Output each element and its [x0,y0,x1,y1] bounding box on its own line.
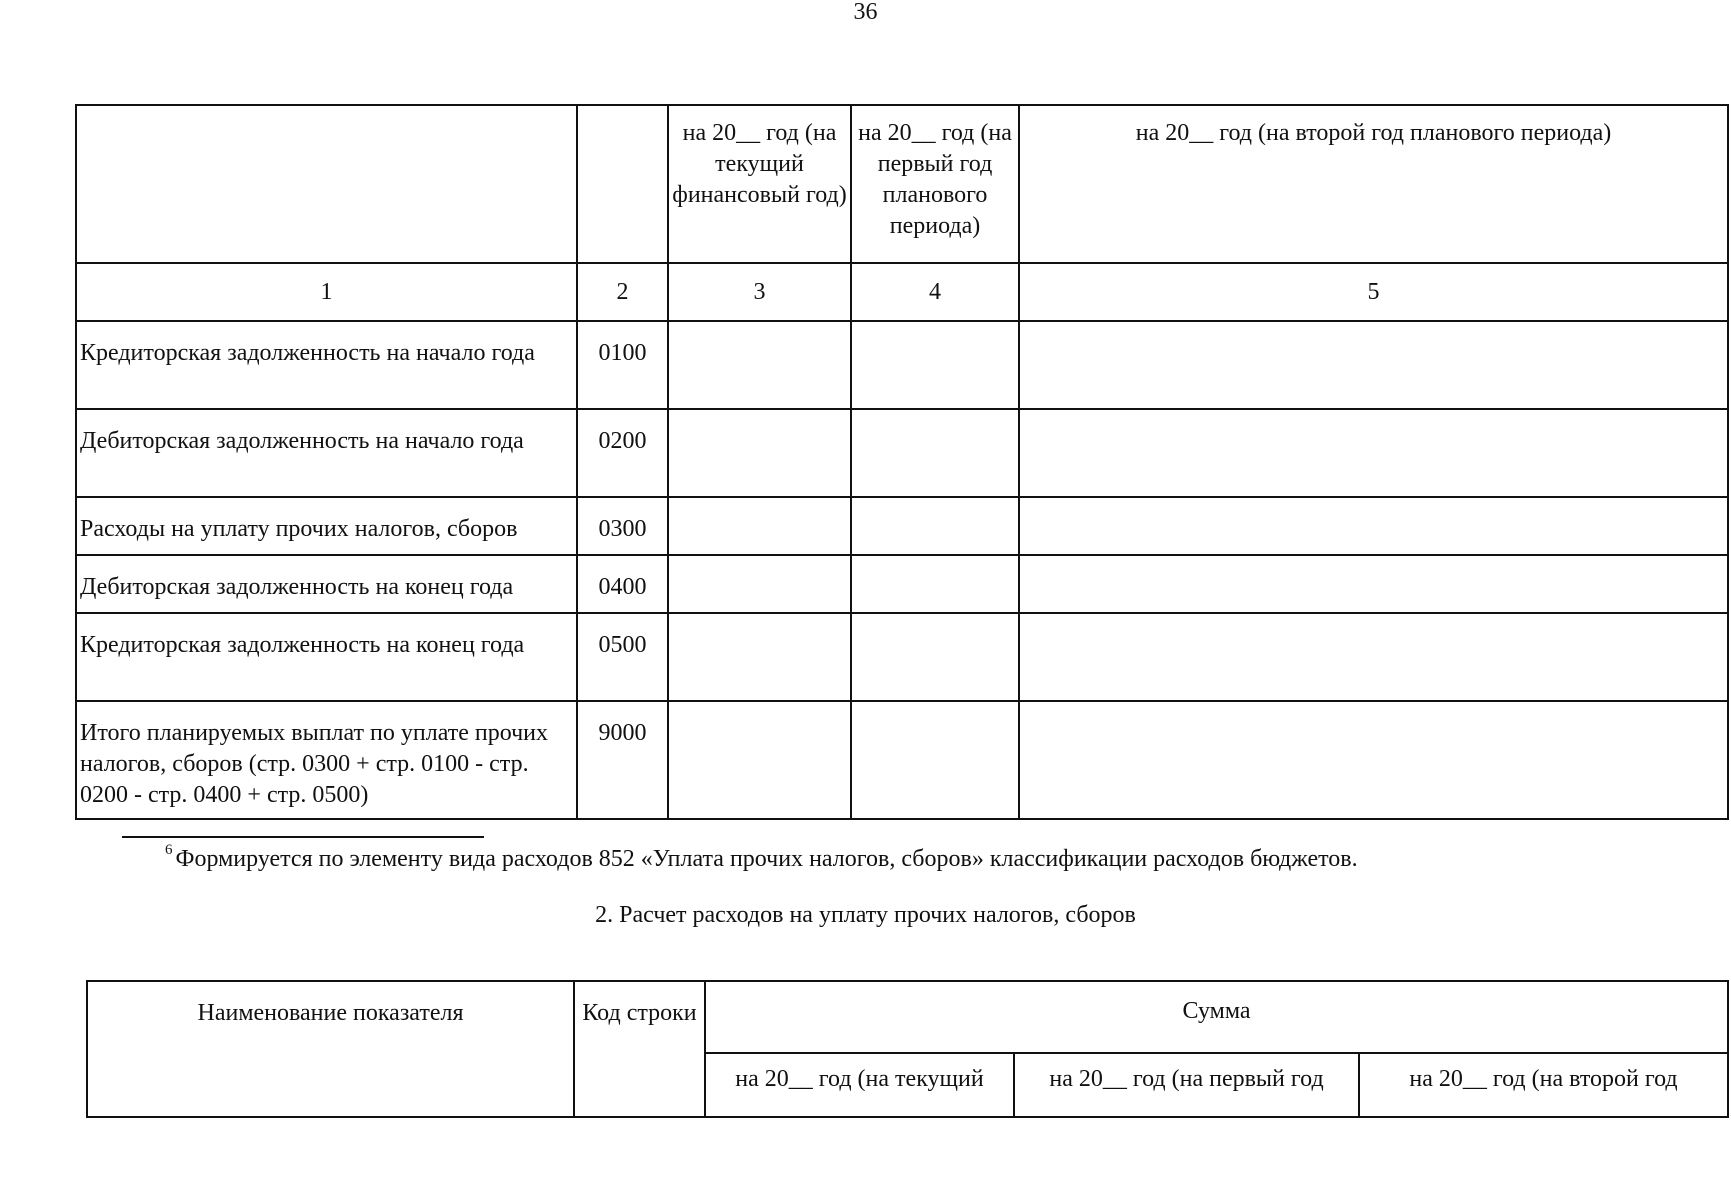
value-cell[interactable] [851,613,1019,701]
value-cell[interactable] [668,613,851,701]
header-current-year: на 20__ год (на текущий финансовый год) [668,105,851,263]
row-code: 0500 [577,613,668,701]
calculation-table [86,980,1729,1118]
footnote [165,838,1358,874]
value-cell[interactable] [1019,613,1728,701]
row-code: 0100 [577,321,668,409]
value-cell[interactable] [1019,497,1728,555]
row-code: 0300 [577,497,668,555]
value-cell[interactable] [851,497,1019,555]
header-first-plan-year: на 20__ год (на первый год планового периода) [851,105,1019,263]
value-cell[interactable] [668,555,851,613]
table-row [76,613,1728,701]
header-name-cell [76,105,577,263]
table-row [76,497,1728,555]
table-row-total [76,701,1728,819]
column-number: 4 [851,263,1019,321]
subheader-second-plan-year: на 20__ год (на второй год [1359,1053,1728,1117]
value-cell[interactable] [668,409,851,497]
row-code: 0400 [577,555,668,613]
header-second-plan-year: на 20__ год (на второй год планового периода) [1019,105,1728,263]
row-name: Итого планируемых выплат по уплате прочих налогов, сборов (стр. 0300 + стр. 0100 - стр. 0200 - стр. 0400 + стр. 0500) [76,701,577,819]
column-number: 2 [577,263,668,321]
subheader-first-plan-year: на 20__ год (на первый год [1014,1053,1359,1117]
value-cell[interactable] [1019,321,1728,409]
row-name: Дебиторская задолженность на начало года [76,409,577,497]
section-title: 2. Расчет расходов на уплату прочих налогов, сборов [595,902,1136,928]
value-cell[interactable] [851,701,1019,819]
value-cell[interactable] [1019,409,1728,497]
header-code-cell [577,105,668,263]
row-name: Расходы на уплату прочих налогов, сборов [76,497,577,555]
value-cell[interactable] [1019,555,1728,613]
row-name: Кредиторская задолженность на конец года [76,613,577,701]
table-row [76,321,1728,409]
footnote-marker: 6 [165,842,173,858]
column-number: 3 [668,263,851,321]
page-number: 36 [853,0,878,25]
value-cell[interactable] [668,701,851,819]
value-cell[interactable] [851,321,1019,409]
value-cell[interactable] [1019,701,1728,819]
header-indicator-name: Наименование показателя [87,981,574,1117]
footnote-text: Формируется по элементу вида расходов 852 «Уплата прочих налогов, сборов» классификации расходов бюджетов. [175,846,1358,872]
row-name: Дебиторская задолженность на конец года [76,555,577,613]
table-row [76,409,1728,497]
column-number: 5 [1019,263,1728,321]
header-row-code: Код строки [574,981,705,1117]
header-sum: Сумма [705,981,1728,1053]
column-number: 1 [76,263,577,321]
table-header-row [76,105,1728,263]
table-header-row [87,981,1728,1053]
value-cell[interactable] [668,497,851,555]
payments-table [75,104,1729,820]
value-cell[interactable] [668,321,851,409]
value-cell[interactable] [851,555,1019,613]
row-code: 9000 [577,701,668,819]
table-row [76,555,1728,613]
row-name: Кредиторская задолженность на начало года [76,321,577,409]
subheader-current-year: на 20__ год (на текущий [705,1053,1014,1117]
value-cell[interactable] [851,409,1019,497]
column-number-row [76,263,1728,321]
row-code: 0200 [577,409,668,497]
